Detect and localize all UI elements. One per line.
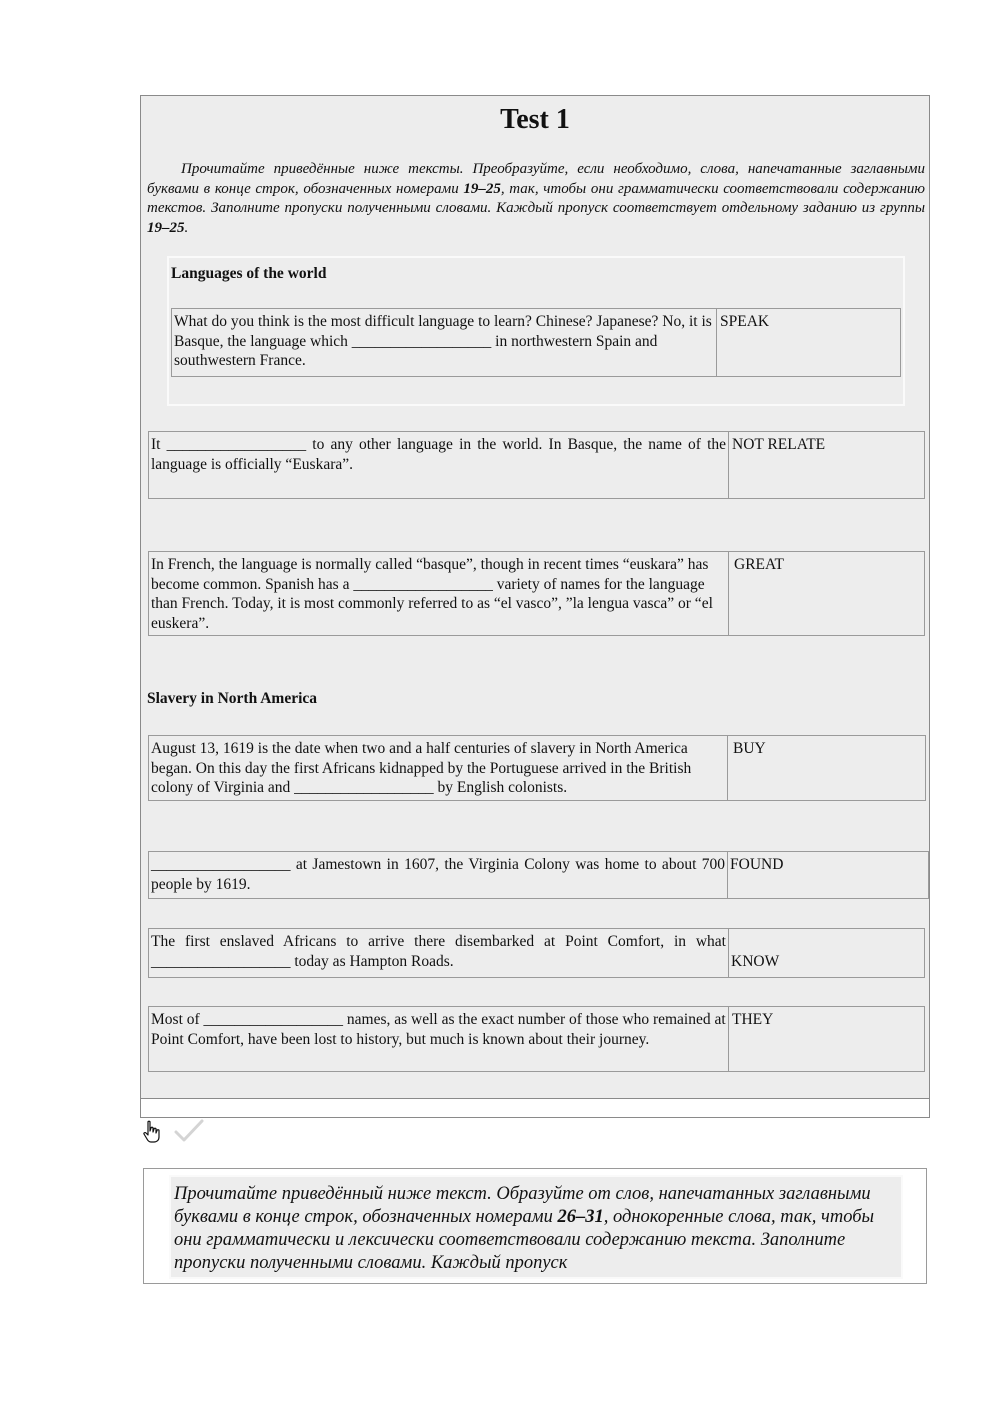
task-keyword: GREAT [734, 556, 784, 573]
task-21 [148, 551, 925, 636]
instructions-end: . [184, 219, 189, 236]
answer-blank[interactable]: __________________ [151, 952, 291, 970]
task-text: The first enslaved Africans to arrive there disembarked at Point Comfort, in what __________________ today as Hampton Roads. [149, 929, 729, 977]
task-text: It __________________ to any other language in the world. In Basque, the name of the language is officially “Euskara”. [149, 432, 729, 498]
answer-blank[interactable]: __________________ [353, 575, 493, 593]
section-gap [145, 501, 925, 525]
instructions-middle: , так, чтобы они грамматически соответствовали содержанию текстов. Заполните пропуски полученными словами. Каждый пропуск соответствует отдельному заданию из группы [147, 180, 925, 216]
task-20 [148, 431, 925, 499]
task-25 [148, 1006, 925, 1072]
answer-strip [140, 1098, 930, 1118]
task-text: August 13, 1619 is the date when two and a half centuries of slavery in North America began. On this day the first Africans kidnapped by the Portuguese arrived in the British colony of Virginia and __________________ by English colonists. [149, 736, 728, 800]
task-keyword: FOUND [730, 856, 784, 873]
task-text: In French, the language is normally called “basque”, though in recent times “euskara” has become common. Spanish has a __________________ variety of names for the language than French. Today, it is most commonly referred to as “el vasco”, ”la lengua vasca” or “el euskera”. [149, 552, 729, 635]
page-title: Test 1 [500, 104, 570, 135]
task-keyword: SPEAK [720, 313, 770, 330]
instructions [147, 160, 925, 238]
task-22 [148, 735, 926, 801]
checkmark-icon[interactable] [174, 1118, 204, 1144]
section2-heading: Slavery in North America [147, 690, 318, 707]
answer-blank[interactable]: __________________ [151, 856, 291, 873]
task-23 [148, 851, 929, 899]
section1-heading: Languages of the world [171, 265, 327, 282]
instructions2-rest: , однокоренные слова, так, чтобы они грамматически и лексически соответствовали содержанию текста. Заполните пропуски полученными словами. Каждый пропуск [174, 1207, 875, 1273]
answer-blank[interactable]: __________________ [351, 332, 492, 350]
instructions-2 [169, 1175, 903, 1279]
task-text: Most of __________________ names, as well as the exact number of those who remained at Point Comfort, have been lost to history, but much is known about their journey. [149, 1007, 729, 1071]
task-19 [171, 308, 901, 377]
task-keyword: NOT RELATE [732, 436, 826, 453]
hand-pointer-icon[interactable] [142, 1120, 162, 1144]
answer-blank[interactable]: __________________ [294, 779, 434, 796]
instructions2-range: 26–31 [557, 1207, 604, 1227]
task-text: __________________ at Jamestown in 1607, the Virginia Colony was home to about 700 people by 1619. [149, 852, 728, 898]
answer-blank[interactable]: __________________ [166, 436, 307, 453]
answer-blank[interactable]: __________________ [203, 1011, 344, 1028]
task-24 [148, 928, 925, 978]
worksheet-frame [140, 95, 930, 1100]
instructions-range-1: 19–25 [463, 180, 501, 197]
next-task-frame [143, 1168, 927, 1284]
task-keyword: KNOW [731, 953, 780, 970]
instructions-range-2: 19–25 [147, 219, 185, 236]
instructions-lead: Прочитайте приведённые ниже тексты. Преобразуйте, если необходимо, слова, напечатанные заглавными буквами в конце строк, обозначенных номерами [147, 161, 925, 197]
task-text: What do you think is the most difficult language to learn? Chinese? Japanese? No, it is Basque, the language which __________________ in northwestern Spain and southwestern France. [172, 309, 717, 376]
task-keyword: BUY [733, 740, 766, 757]
task-keyword: THEY [732, 1011, 774, 1028]
instructions2-lead: Прочитайте приведённый ниже текст. Образуйте от слов, напечатанных заглавными буквами в конце строк, обозначенных номерами [174, 1184, 871, 1227]
